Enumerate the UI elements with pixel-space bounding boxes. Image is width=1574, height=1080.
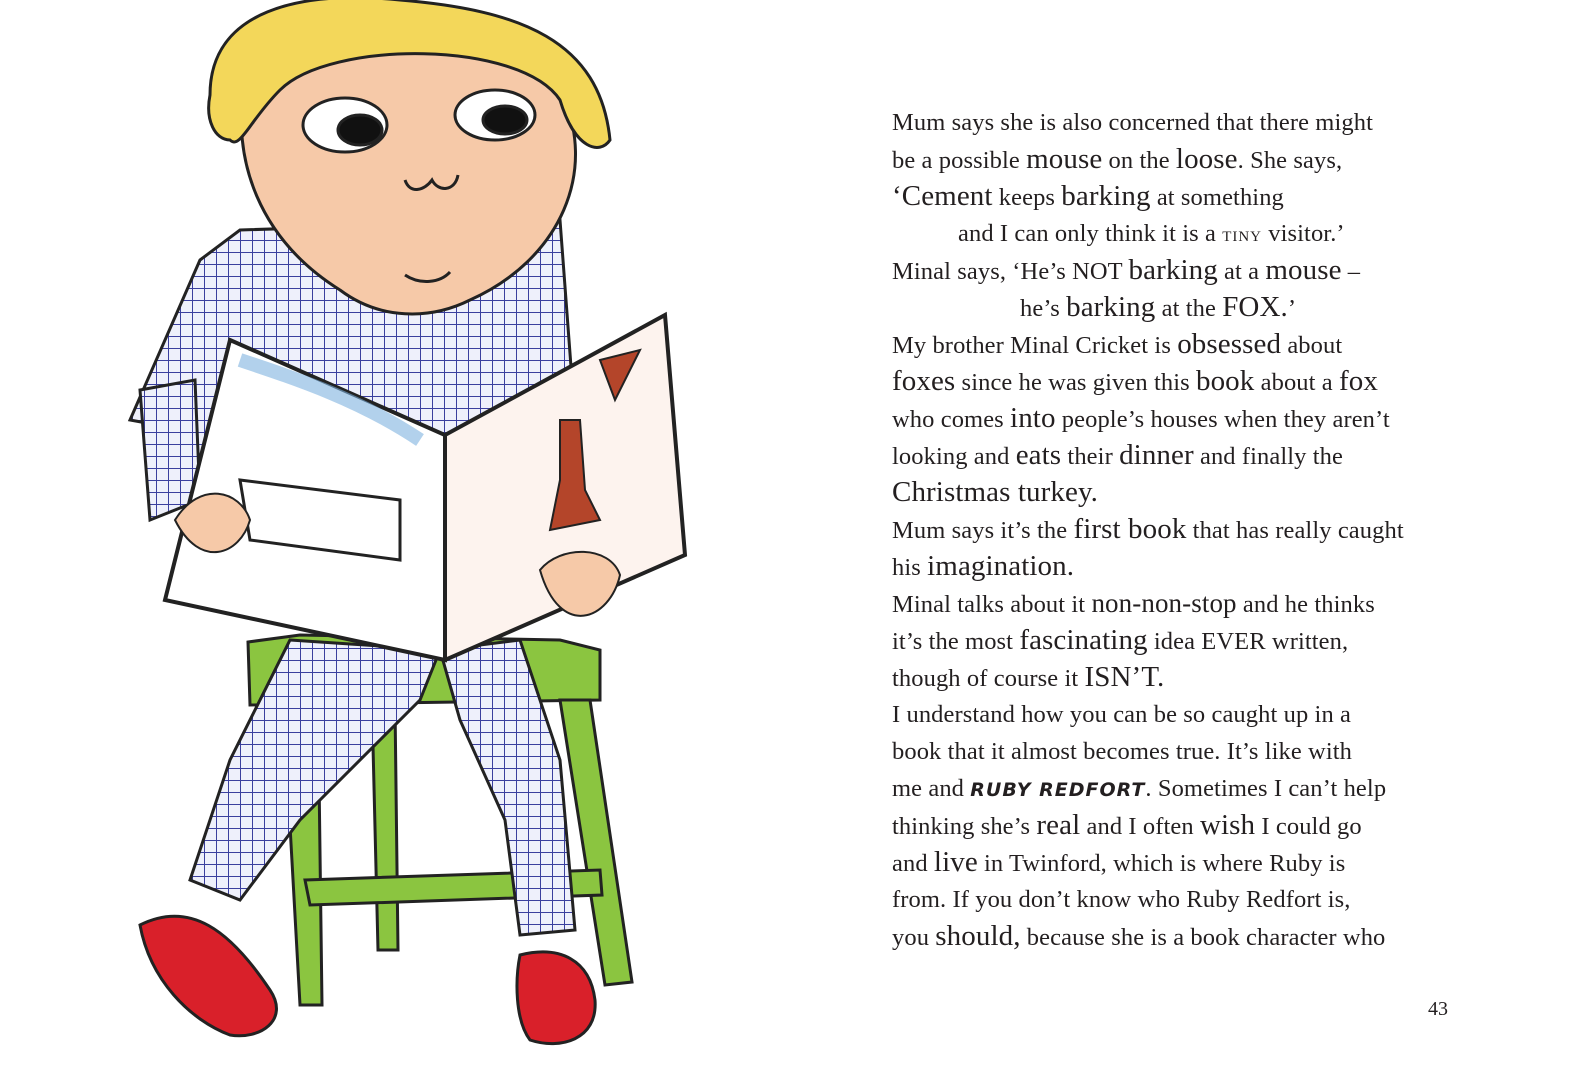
emphasis-word: foxes xyxy=(892,365,956,397)
text-line xyxy=(892,104,1512,141)
text-run: and I often xyxy=(1080,813,1200,840)
emphasis-word: eats xyxy=(1015,439,1062,471)
text-line xyxy=(892,363,1512,400)
text-run: since he was given this xyxy=(955,369,1196,396)
emphasis-word: fascinating xyxy=(1019,624,1148,656)
emphasis-word: real xyxy=(1036,809,1081,841)
text-run: My brother Minal Cricket is xyxy=(892,332,1178,359)
emphasis-word: barking xyxy=(1066,291,1156,323)
text-run: he’s xyxy=(1020,295,1067,322)
text-run: and finally the xyxy=(1193,443,1343,470)
text-run: . She says, xyxy=(1237,147,1343,174)
text-run: ’ xyxy=(1287,295,1297,322)
text-run: and he thinks xyxy=(1236,591,1375,618)
text-line xyxy=(892,585,1512,622)
text-line xyxy=(892,141,1512,178)
emphasis-word: barking xyxy=(1061,180,1151,212)
emphasis-word: barking xyxy=(1128,254,1218,286)
text-run: in Twinford, which is where Ruby is xyxy=(977,850,1346,877)
emphasis-word: imagination. xyxy=(927,550,1075,582)
text-run: it’s the most xyxy=(892,628,1020,655)
text-run: at the xyxy=(1155,295,1223,322)
text-run: at a xyxy=(1217,258,1266,285)
emphasis-word: RUBY REDFORT xyxy=(970,779,1146,801)
text-run: who comes xyxy=(892,406,1011,433)
emphasis-word: obsessed xyxy=(1177,328,1282,360)
emphasis-word: ‘Cement xyxy=(892,180,993,212)
emphasis-word: should, xyxy=(935,920,1021,952)
text-line xyxy=(892,289,1512,326)
text-run: and I can only think it is a xyxy=(958,220,1223,247)
text-run: Mum says it’s the xyxy=(892,517,1074,544)
text-line xyxy=(892,622,1512,659)
text-line xyxy=(892,807,1512,844)
text-run: and xyxy=(892,850,934,877)
text-run: on the xyxy=(1102,147,1176,174)
text-line xyxy=(892,918,1512,955)
text-run: people’s houses when they aren’t xyxy=(1055,406,1390,433)
text-run: I understand how you can be so caught up in a xyxy=(892,701,1351,728)
emphasis-word: mouse xyxy=(1026,143,1103,175)
emphasis-word: book xyxy=(1195,365,1255,397)
emphasis-word: into xyxy=(1010,402,1056,434)
text-run: . Sometimes I can’t help xyxy=(1145,775,1387,802)
text-run: about a xyxy=(1254,369,1339,396)
text-line xyxy=(892,326,1512,363)
story-text xyxy=(892,104,1512,955)
page-number: 43 xyxy=(1428,998,1448,1020)
text-line xyxy=(892,696,1512,733)
text-line xyxy=(892,844,1512,881)
emphasis-word: Christmas turkey. xyxy=(892,476,1099,508)
text-run: about xyxy=(1281,332,1343,359)
text-run: idea EVER written, xyxy=(1147,628,1349,655)
text-run: though of course it xyxy=(892,665,1085,692)
text-run: their xyxy=(1061,443,1120,470)
text-run: Minal says, ‘He’s NOT xyxy=(892,258,1129,285)
text-line xyxy=(892,881,1512,918)
text-run: at something xyxy=(1150,184,1284,211)
text-run: thinking she’s xyxy=(892,813,1037,840)
text-run: book that it almost becomes true. It’s like with xyxy=(892,738,1353,765)
text-line xyxy=(892,178,1512,215)
text-line xyxy=(892,733,1512,770)
emphasis-word: loose xyxy=(1175,143,1238,175)
emphasis-word: TINY xyxy=(1222,229,1263,245)
text-run: from. If you don’t know who Ruby Redfort is, xyxy=(892,886,1351,913)
text-run: Minal talks about it xyxy=(892,591,1092,618)
text-line xyxy=(892,548,1512,585)
text-run: I could go xyxy=(1255,813,1362,840)
text-run: looking and xyxy=(892,443,1016,470)
emphasis-word: FOX. xyxy=(1222,291,1288,323)
emphasis-word: non-non-stop xyxy=(1091,588,1237,618)
text-line xyxy=(892,400,1512,437)
text-line xyxy=(892,511,1512,548)
text-line xyxy=(892,437,1512,474)
text-line xyxy=(892,770,1512,807)
emphasis-word: fox xyxy=(1338,365,1378,397)
text-run: – xyxy=(1341,258,1361,285)
emphasis-word: first book xyxy=(1073,513,1187,545)
emphasis-word: wish xyxy=(1199,809,1256,841)
text-run: be a possible xyxy=(892,147,1027,174)
text-line xyxy=(892,474,1512,511)
emphasis-word: live xyxy=(933,846,978,878)
text-run: because she is a book character who xyxy=(1020,924,1386,951)
text-run: you xyxy=(892,924,936,951)
emphasis-word: ISN’T. xyxy=(1084,661,1165,693)
text-line xyxy=(892,215,1512,252)
text-run: me and xyxy=(892,775,971,802)
text-line xyxy=(892,659,1512,696)
text-run: that has really caught xyxy=(1186,517,1404,544)
emphasis-word: dinner xyxy=(1119,439,1194,471)
text-run: Mum says she is also concerned that there might xyxy=(892,109,1373,136)
text-line xyxy=(892,252,1512,289)
text-run: keeps xyxy=(992,184,1062,211)
text-run: his xyxy=(892,554,928,581)
emphasis-word: mouse xyxy=(1265,254,1342,286)
text-run: visitor.’ xyxy=(1262,220,1345,247)
